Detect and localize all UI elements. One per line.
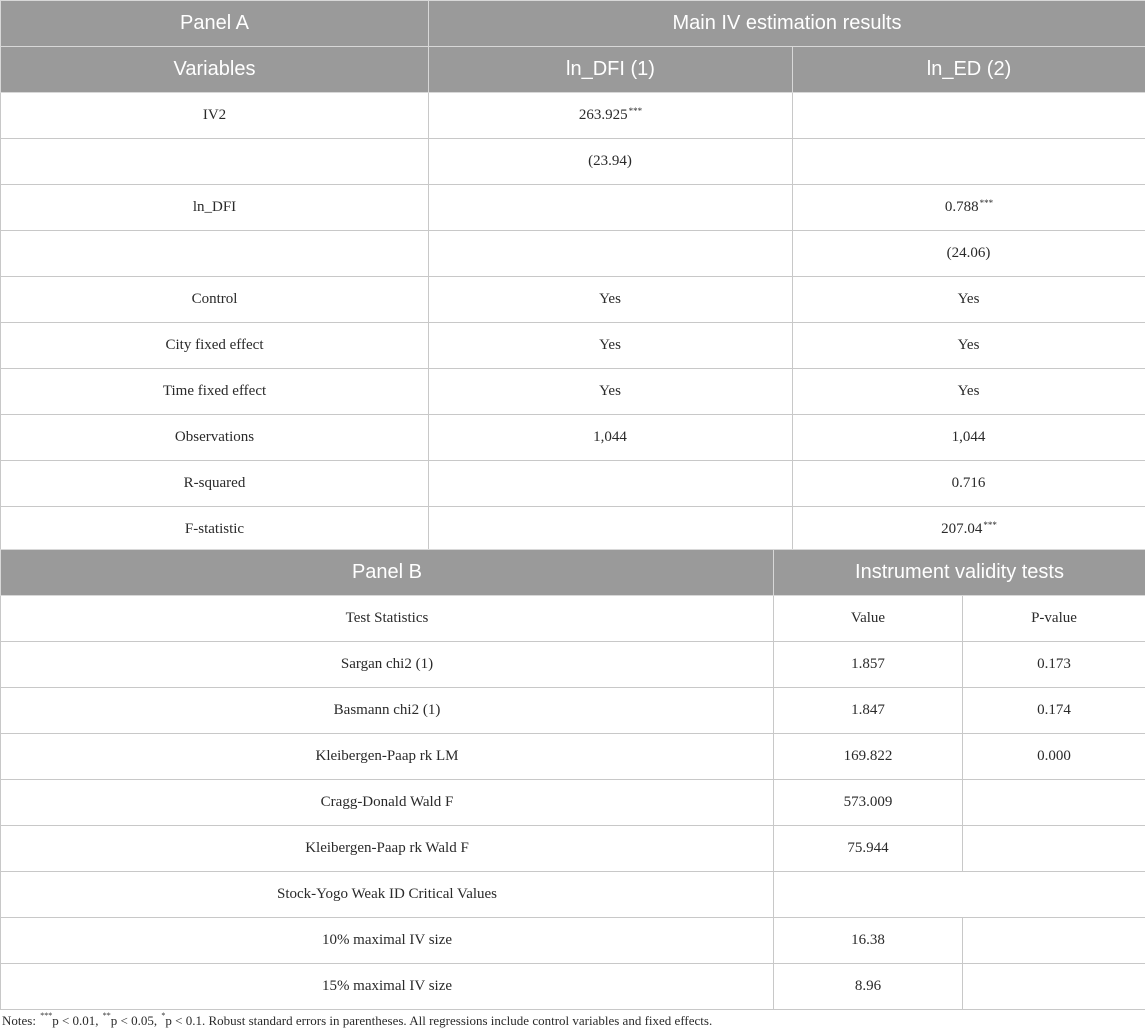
row-label: City fixed effect xyxy=(1,323,429,369)
cell-value: 0.788*** xyxy=(793,185,1145,231)
cell-value xyxy=(793,139,1145,185)
panel-a-column-header-row xyxy=(1,47,1145,93)
cell-value xyxy=(793,93,1145,139)
col-header-variables: Variables xyxy=(1,47,429,93)
row-label: Observations xyxy=(1,415,429,461)
row-label: Sargan chi2 (1) xyxy=(1,642,774,688)
table-row xyxy=(1,964,1145,1010)
table-row xyxy=(1,734,1145,780)
cell-value: 1,044 xyxy=(793,415,1145,461)
cell-value: Yes xyxy=(793,369,1145,415)
row-label: 10% maximal IV size xyxy=(1,918,774,964)
col-header-p-value: P-value xyxy=(963,596,1145,642)
cell-value: Yes xyxy=(793,277,1145,323)
cell-p-value xyxy=(963,826,1145,872)
cell-p-value: 0.173 xyxy=(963,642,1145,688)
table-row xyxy=(1,461,1145,507)
row-label: Cragg-Donald Wald F xyxy=(1,780,774,826)
panel-b-table xyxy=(0,549,1145,1010)
col-header-test-statistics: Test Statistics xyxy=(1,596,774,642)
cell-value: Yes xyxy=(429,323,793,369)
table-row xyxy=(1,826,1145,872)
table-row xyxy=(1,277,1145,323)
cell-value: 75.944 xyxy=(774,826,963,872)
panel-a-title: Main IV estimation results xyxy=(429,1,1145,47)
row-label: ln_DFI xyxy=(1,185,429,231)
table-row xyxy=(1,93,1145,139)
significance-stars: *** xyxy=(979,198,994,208)
panel-b-column-header-row xyxy=(1,596,1145,642)
cell-value: 1,044 xyxy=(429,415,793,461)
cell-value: 573.009 xyxy=(774,780,963,826)
stock-yogo-row xyxy=(1,872,1145,918)
col-header-ln-ed: ln_ED (2) xyxy=(793,47,1145,93)
row-label xyxy=(1,231,429,277)
cell-p-value xyxy=(963,780,1145,826)
cell-value xyxy=(429,231,793,277)
panel-b-label: Panel B xyxy=(1,550,774,596)
row-label: R-squared xyxy=(1,461,429,507)
notes-stars-1: *** xyxy=(40,1011,53,1020)
stock-yogo-label: Stock-Yogo Weak ID Critical Values xyxy=(1,872,774,918)
table-row xyxy=(1,780,1145,826)
cell-value: Yes xyxy=(793,323,1145,369)
panel-a-label: Panel A xyxy=(1,1,429,47)
col-header-ln-dfi: ln_DFI (1) xyxy=(429,47,793,93)
table-row xyxy=(1,415,1145,461)
row-label: Kleibergen-Paap rk Wald F xyxy=(1,826,774,872)
cell-value: (24.06) xyxy=(793,231,1145,277)
table-row xyxy=(1,323,1145,369)
panel-a-title-row xyxy=(1,1,1145,47)
panel-b-title: Instrument validity tests xyxy=(774,550,1145,596)
cell-value: 1.857 xyxy=(774,642,963,688)
table-row xyxy=(1,642,1145,688)
cell-value: Yes xyxy=(429,277,793,323)
cell-value: Yes xyxy=(429,369,793,415)
table-row xyxy=(1,507,1145,553)
row-label: Kleibergen-Paap rk LM xyxy=(1,734,774,780)
table-row xyxy=(1,369,1145,415)
cell-value: 169.822 xyxy=(774,734,963,780)
cell-value: 8.96 xyxy=(774,964,963,1010)
cell-value xyxy=(429,461,793,507)
cell-p-value: 0.174 xyxy=(963,688,1145,734)
cell-value: 207.04*** xyxy=(793,507,1145,553)
row-label: Time fixed effect xyxy=(1,369,429,415)
cell-p-value xyxy=(963,964,1145,1010)
notes-stars-3: * xyxy=(161,1011,166,1020)
cell-value: (23.94) xyxy=(429,139,793,185)
row-label: Control xyxy=(1,277,429,323)
row-label: F-statistic xyxy=(1,507,429,553)
cell-value: 16.38 xyxy=(774,918,963,964)
row-label: 15% maximal IV size xyxy=(1,964,774,1010)
significance-stars: *** xyxy=(628,106,643,116)
notes-stars-2: ** xyxy=(102,1011,111,1020)
table-row xyxy=(1,185,1145,231)
significance-stars: *** xyxy=(983,520,997,530)
cell-empty xyxy=(774,872,1145,918)
cell-value: 0.716 xyxy=(793,461,1145,507)
cell-p-value xyxy=(963,918,1145,964)
row-label: IV2 xyxy=(1,93,429,139)
cell-p-value: 0.000 xyxy=(963,734,1145,780)
col-header-value: Value xyxy=(774,596,963,642)
cell-value xyxy=(429,185,793,231)
table-row xyxy=(1,688,1145,734)
row-label: Basmann chi2 (1) xyxy=(1,688,774,734)
cell-value: 1.847 xyxy=(774,688,963,734)
panel-b-title-row xyxy=(1,550,1145,596)
table-row xyxy=(1,918,1145,964)
table-notes: Notes: ***p < 0.01, **p < 0.05, *p < 0.1. Robust standard errors in parentheses. All regressions include control variables and fixed effects. xyxy=(2,1011,713,1028)
row-label xyxy=(1,139,429,185)
cell-value: 263.925*** xyxy=(429,93,793,139)
table-row xyxy=(1,139,1145,185)
table-row xyxy=(1,231,1145,277)
cell-value xyxy=(429,507,793,553)
